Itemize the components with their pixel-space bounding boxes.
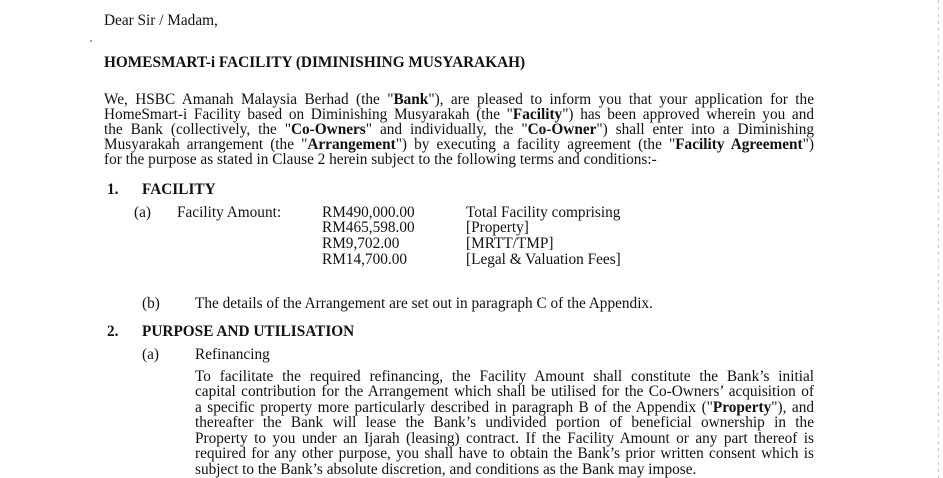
defined-term-facility: Facility — [512, 106, 563, 123]
desc-property: [Property] — [466, 219, 529, 236]
refinancing-line-6: required for any other purpose, you shall have to obtain the Bank’s prior written consent which is — [195, 445, 814, 462]
facility-amount-label: Facility Amount: — [177, 204, 282, 221]
refinancing-line-1: To facilitate the required refinancing, the Facility Amount shall constitute the Bank’s initial — [195, 368, 814, 385]
intro-line-5: for the purpose as stated in Clause 2 herein subject to the following terms and conditions:- — [104, 151, 657, 168]
refinancing-line-4: thereafter the Bank will lease the Bank’s undivided portion of beneficial ownership in the — [195, 414, 814, 431]
item-2a-label: (a) — [142, 346, 159, 363]
item-1a-label: (a) — [134, 204, 151, 221]
page-edge-line — [938, 0, 939, 478]
refinancing-line-3: a specific property more particularly described in paragraph B of the Appendix ("Property"), and — [195, 399, 814, 416]
refinancing-line-5: Property to you under an Ijarah (leasing) contract. If the Facility Amount or any part thereof is — [195, 430, 814, 447]
item-1b-text: The details of the Arrangement are set out in paragraph C of the Appendix. — [195, 295, 653, 312]
amount-mrtt: RM9,702.00 — [322, 235, 400, 252]
section-2-number: 2. — [107, 323, 119, 340]
desc-mrtt: [MRTT/TMP] — [466, 235, 554, 252]
item-1b-label: (b) — [142, 295, 160, 312]
amount-property: RM465,598.00 — [322, 219, 415, 236]
intro-line-2: HomeSmart-i Facility based on Diminishing Musyarakah (the "Facility") has been approved wherein you and — [104, 106, 814, 123]
defined-term-property: Property — [712, 399, 772, 416]
section-1-title: FACILITY — [142, 181, 216, 198]
intro-line-1: We, HSBC Amanah Malaysia Berhad (the "Bank"), are pleased to inform you that your application for the — [104, 91, 814, 108]
defined-term-bank: Bank — [393, 91, 429, 108]
desc-legal-fees: [Legal & Valuation Fees] — [466, 251, 621, 268]
defined-term-facility-agreement: Facility Agreement — [675, 136, 803, 153]
amount-legal-fees: RM14,700.00 — [322, 251, 407, 268]
section-2-title: PURPOSE AND UTILISATION — [142, 323, 355, 340]
item-2a-title: Refinancing — [195, 346, 270, 363]
scan-speck — [90, 40, 92, 42]
defined-term-co-owner: Co-Owner — [527, 121, 597, 138]
refinancing-line-2: capital contribution for the Arrangement which shall be utilised for the Co-Owners’ acquisition of — [195, 383, 814, 400]
intro-line-4: Musyarakah arrangement (the "Arrangement") by executing a facility agreement (the "Facility Agreement") — [104, 136, 814, 153]
defined-term-arrangement: Arrangement — [307, 136, 396, 153]
refinancing-line-7: subject to the Bank’s absolute discretion, and conditions as the Bank may impose. — [195, 461, 697, 478]
salutation: Dear Sir / Madam, — [104, 12, 218, 29]
intro-line-3: the Bank (collectively, the "Co-Owners" and individually, the "Co-Owner") shall enter into a Diminishing — [104, 121, 815, 138]
section-1-number: 1. — [107, 181, 119, 198]
defined-term-co-owners: Co-Owners — [290, 121, 366, 138]
letter-heading: HOMESMART-i FACILITY (DIMINISHING MUSYARAKAH) — [104, 54, 526, 71]
desc-total: Total Facility comprising — [466, 204, 621, 221]
amount-total: RM490,000.00 — [322, 204, 415, 221]
